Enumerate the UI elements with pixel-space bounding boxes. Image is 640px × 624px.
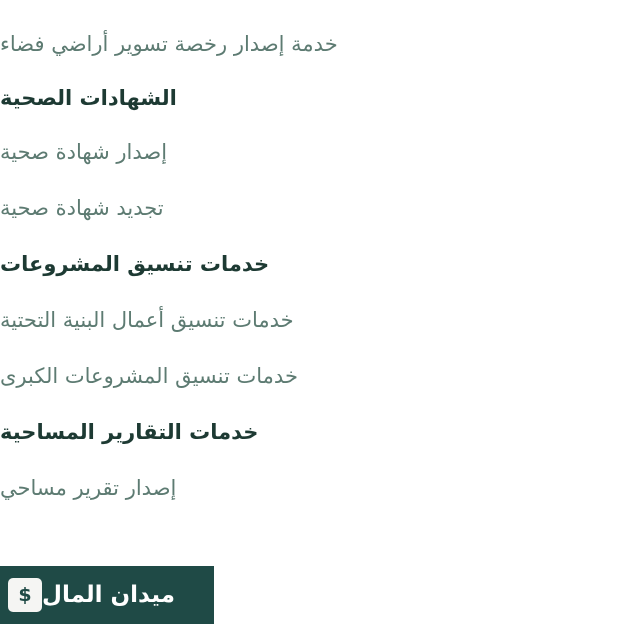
menu-item-link[interactable]: إصدار تقرير مساحي (0, 475, 177, 500)
menu-heading-project-coordination: خدمات تنسيق المشروعات (0, 251, 270, 276)
menu-heading-health-certificates: الشهادات الصحية (0, 85, 177, 110)
menu-item-link[interactable]: إصدار شهادة صحية (0, 139, 168, 164)
menu-item-link[interactable]: خدمات تنسيق أعمال البنية التحتية (0, 307, 294, 332)
menu-item-link[interactable]: خدمات تنسيق المشروعات الكبرى (0, 363, 298, 388)
watermark-banner (0, 566, 214, 624)
menu-item-link[interactable]: خدمة إصدار رخصة تسوير أراضي فضاء (0, 31, 338, 56)
menu-heading-survey-reports: خدمات التقارير المساحية (0, 419, 259, 444)
currency-badge-icon: $ (8, 578, 42, 612)
menu-item-link[interactable]: تجديد شهادة صحية (0, 195, 164, 220)
watermark-label: ميدان المال (42, 582, 175, 608)
